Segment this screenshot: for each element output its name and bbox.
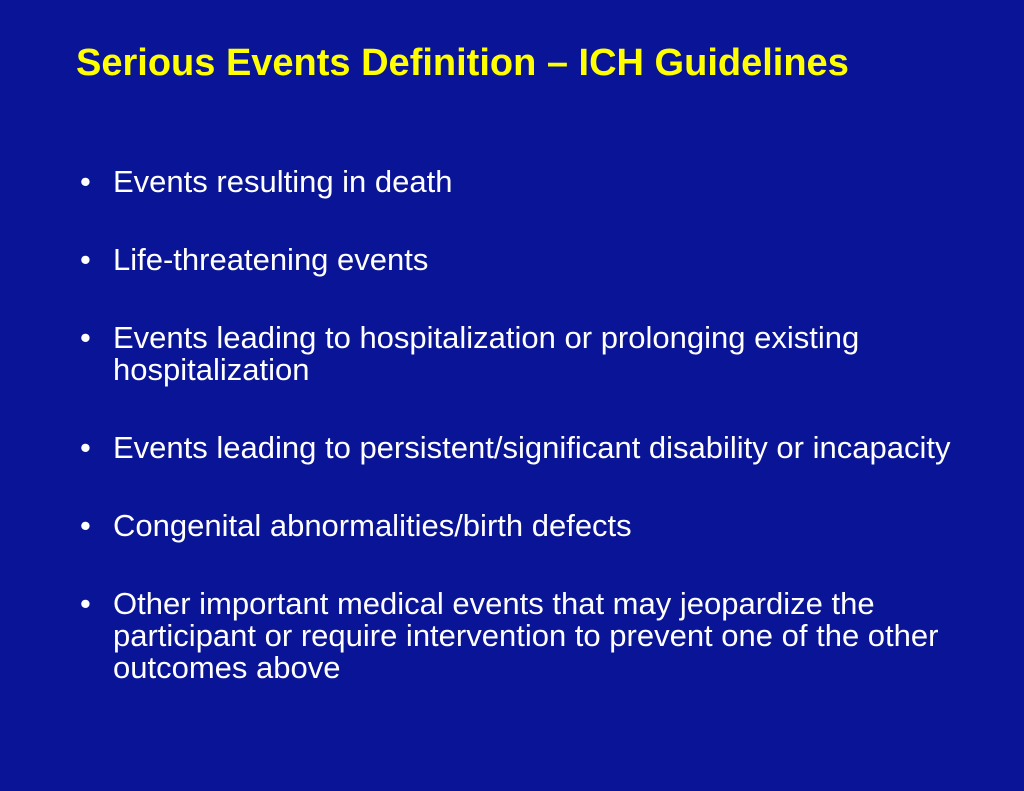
bullet-marker: • — [80, 430, 91, 465]
bullet-item — [78, 244, 978, 276]
bullet-marker: • — [80, 242, 91, 277]
bullet-text-congenital: Congenital abnormalities/birth defects — [113, 508, 632, 543]
bullet-marker: • — [80, 508, 91, 543]
slide-title: Serious Events Definition – ICH Guidelines — [76, 42, 849, 84]
bullet-text-death: Events resulting in death — [113, 164, 453, 199]
bullet-item — [78, 432, 978, 464]
bullet-item — [78, 166, 978, 198]
bullet-text-disability: Events leading to persistent/significant disability or incapacity — [113, 430, 951, 465]
bullet-text-life-threatening: Life-threatening events — [113, 242, 429, 277]
bullet-text-other-events: Other important medical events that may jeopardize the participant or require intervention to prevent one of the other outcomes above — [113, 586, 939, 685]
bullet-marker: • — [80, 320, 91, 355]
bullet-item — [78, 588, 978, 684]
bullet-text-hospitalization: Events leading to hospitalization or prolonging existing hospitalization — [113, 320, 860, 387]
bullet-item — [78, 322, 978, 386]
bullet-list — [78, 166, 978, 684]
bullet-item — [78, 510, 978, 542]
bullet-marker: • — [80, 164, 91, 199]
bullet-marker: • — [80, 586, 91, 621]
